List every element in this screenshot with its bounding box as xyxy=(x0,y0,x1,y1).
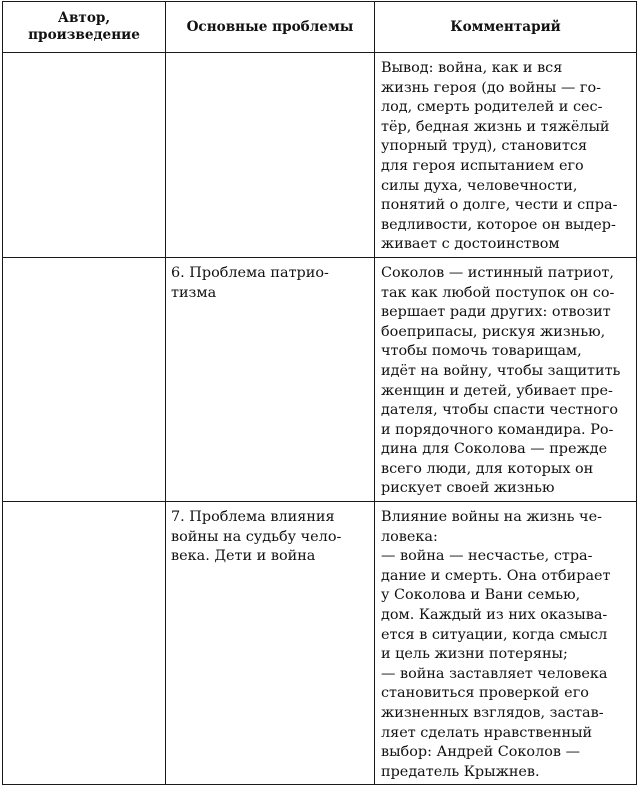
comment-line: силы духа, человечности, xyxy=(381,177,578,194)
author-text xyxy=(3,258,165,266)
comment-line: и порядочного командира. Ро- xyxy=(381,421,614,438)
comment-line: ляет сделать нравственный xyxy=(381,724,593,741)
comment-cell xyxy=(375,257,637,501)
comment-line: дина для Соколова — прежде xyxy=(381,441,608,458)
comment-cell xyxy=(375,502,637,785)
author-text xyxy=(3,502,165,510)
comment-line: ловека: xyxy=(381,528,438,545)
comment-line: для героя испытанием его xyxy=(381,157,584,174)
comment-text xyxy=(375,258,636,501)
header-author xyxy=(3,2,166,53)
comment-line: жизненных взглядов, застав- xyxy=(381,705,604,721)
problem-line: войны на судьбу чело- xyxy=(171,528,342,545)
comment-line: жизнь героя (до войны — го- xyxy=(381,79,601,96)
comment-line: предатель Крыжнев. xyxy=(381,763,540,780)
comment-line: боеприпасы, рискуя жизнью, xyxy=(381,323,606,340)
author-text xyxy=(3,53,165,61)
comment-line: понятий о долге, чести и спра- xyxy=(381,197,618,214)
author-cell xyxy=(3,53,166,258)
header-comment-label: Комментарий xyxy=(450,18,561,35)
comment-line: рискует своей жизнью xyxy=(381,480,555,497)
comment-line: упорный труд), становится xyxy=(381,138,588,155)
problem-line: 7. Проблема влияния xyxy=(171,509,335,526)
comment-line: выбор: Андрей Соколов — xyxy=(381,744,580,761)
comment-line: и цель жизни потеряны; xyxy=(381,646,568,663)
problem-text xyxy=(166,258,374,305)
problem-cell xyxy=(166,502,375,785)
comment-line: Влияние войны на жизнь че- xyxy=(381,509,602,526)
comment-text xyxy=(375,53,636,257)
comment-line: становиться проверкой его xyxy=(381,685,589,702)
comment-line: дателя, чтобы спасти честного xyxy=(381,402,619,419)
comment-line: — война — несчастье, стра- xyxy=(381,548,593,565)
author-cell xyxy=(3,257,166,501)
header-comment xyxy=(375,2,637,53)
comment-line: дание и смерть. Она отбирает xyxy=(381,567,611,584)
table-header xyxy=(3,2,637,53)
table-body xyxy=(3,53,637,785)
comment-line: ется в ситуации, когда смысл xyxy=(381,626,608,643)
comment-line: идёт на войну, чтобы защитить xyxy=(381,362,621,379)
table-row xyxy=(3,502,637,785)
comment-line: женщин и детей, убивает пре- xyxy=(381,382,613,399)
comment-line: вершает ради других: отвозит xyxy=(381,304,611,321)
problem-cell xyxy=(166,257,375,501)
comment-line: тёр, бедная жизнь и тяжёлый xyxy=(381,118,610,135)
comment-text xyxy=(375,502,636,784)
header-problems-label: Основные проблемы xyxy=(186,18,354,35)
problem-line: века. Дети и война xyxy=(171,548,316,565)
comment-line: живает с достоинством xyxy=(381,236,560,253)
header-problems xyxy=(166,2,375,53)
comment-line: — война заставляет человека xyxy=(381,665,608,682)
comment-line: так как любой поступок он со- xyxy=(381,284,615,301)
comment-line: дом. Каждый из них оказыва- xyxy=(381,607,608,624)
problem-text xyxy=(166,53,374,61)
table-row xyxy=(3,53,637,258)
problem-cell xyxy=(166,53,375,258)
comment-line: Соколов — истинный патриот, xyxy=(381,264,614,281)
analysis-table xyxy=(2,1,637,785)
comment-line: ведливости, которое он выдер- xyxy=(381,216,616,233)
header-author-label: Автор, произведение xyxy=(28,10,140,43)
problem-line: тизма xyxy=(171,284,217,301)
comment-line: у Соколова и Вани семью, xyxy=(381,587,581,604)
header-row xyxy=(3,2,637,53)
comment-line: Вывод: война, как и вся xyxy=(381,60,563,76)
author-cell xyxy=(3,502,166,785)
comment-cell xyxy=(375,53,637,258)
table-row xyxy=(3,257,637,501)
comment-line: чтобы помочь товарищам, xyxy=(381,343,582,360)
problem-text xyxy=(166,502,374,569)
comment-line: лод, смерть родителей и сес- xyxy=(381,99,603,116)
comment-line: всего люди, для которых он xyxy=(381,460,594,477)
problem-line: 6. Проблема патрио- xyxy=(171,264,329,281)
